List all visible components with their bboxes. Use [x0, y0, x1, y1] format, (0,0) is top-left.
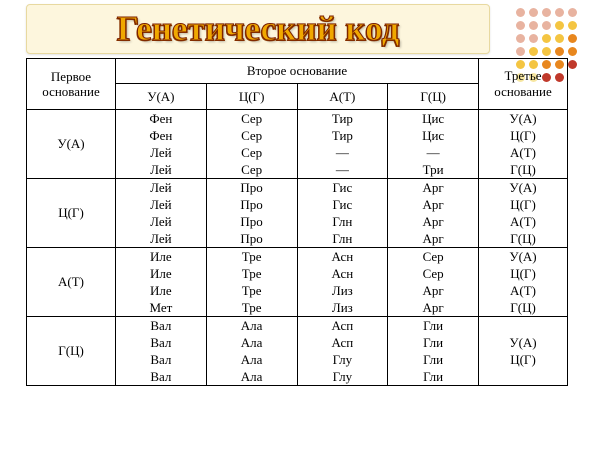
third-base-value: Ц(Г) — [510, 197, 536, 212]
amino-acid: Арг — [422, 300, 444, 315]
amino-acid: Гли — [423, 369, 444, 384]
amino-acid: Вал — [150, 318, 172, 333]
amino-acid: Тре — [241, 283, 262, 298]
amino-acid: Сер — [241, 145, 263, 160]
third-base-value: Ц(Г) — [510, 266, 536, 281]
decorative-dot — [516, 34, 525, 43]
amino-acid: Про — [240, 197, 263, 212]
codon-cell — [116, 317, 207, 386]
amino-acid: Вал — [150, 352, 172, 367]
codon-cell — [388, 110, 479, 179]
codon-cell — [388, 179, 479, 248]
third-base-value: А(Т) — [510, 145, 536, 160]
decorative-dot — [568, 34, 577, 43]
amino-acid: Тре — [241, 266, 262, 281]
decorative-dot — [555, 21, 564, 30]
amino-acid: Иле — [150, 266, 172, 281]
amino-acid: Лей — [150, 180, 172, 195]
decorative-dot — [555, 34, 564, 43]
decorative-dot — [555, 8, 564, 17]
amino-acid: Ала — [240, 318, 263, 333]
amino-acid: Фен — [149, 111, 173, 126]
table-row — [27, 248, 568, 317]
third-base-cell — [479, 110, 568, 179]
amino-acid: Гли — [423, 335, 444, 350]
amino-acid: Лей — [150, 145, 172, 160]
decorative-dot — [542, 34, 551, 43]
third-base-value: У(А) — [509, 249, 537, 264]
decorative-dot — [516, 8, 525, 17]
codon-cell — [388, 248, 479, 317]
third-base-cell — [479, 317, 568, 386]
codon-cell — [297, 317, 388, 386]
amino-acid: Гли — [423, 318, 444, 333]
amino-acid: Цис — [422, 111, 445, 126]
third-base-value: У(А) — [509, 180, 537, 195]
page-title: Генетический код — [116, 9, 400, 48]
amino-acid: Ала — [240, 352, 263, 367]
amino-acid: Иле — [150, 249, 172, 264]
amino-acid: Асп — [331, 335, 354, 350]
third-base-value: Ц(Г) — [510, 352, 536, 367]
decorative-dot — [542, 21, 551, 30]
third-base-value: У(А) — [509, 335, 537, 350]
amino-acid: Гис — [332, 180, 353, 195]
amino-acid: Лей — [150, 162, 172, 177]
amino-acid: Сер — [241, 162, 263, 177]
amino-acid: Мет — [149, 300, 173, 315]
amino-acid: Ала — [240, 369, 263, 384]
amino-acid: Глн — [332, 214, 353, 229]
header-third-base-line1: Третье — [504, 68, 542, 83]
amino-acid: Вал — [150, 369, 172, 384]
header-first-base-line2: основание — [42, 84, 100, 99]
codon-cell — [206, 179, 297, 248]
decorative-dot — [516, 21, 525, 30]
row-label-3: Г(Ц) — [27, 317, 116, 386]
col-header-g: Г(Ц) — [388, 84, 479, 110]
amino-acid: Лей — [150, 214, 172, 229]
header-second-base: Второе основание — [116, 59, 479, 84]
third-base-value: Г(Ц) — [510, 231, 536, 246]
amino-acid: Лиз — [331, 283, 353, 298]
third-base-value: Ц(Г) — [510, 128, 536, 143]
codon-cell — [116, 179, 207, 248]
amino-acid: Глу — [332, 369, 353, 384]
decorative-dot — [568, 60, 577, 69]
amino-acid: Три — [422, 162, 444, 177]
decorative-dot — [542, 47, 551, 56]
amino-acid: — — [335, 145, 349, 160]
decorative-dot — [568, 47, 577, 56]
amino-acid: Арг — [422, 214, 444, 229]
header-third-base-line2: основание — [494, 84, 552, 99]
decorative-dot — [568, 21, 577, 30]
codon-cell — [297, 110, 388, 179]
codon-cell — [388, 317, 479, 386]
table-body — [27, 110, 568, 386]
row-label-1: Ц(Г) — [27, 179, 116, 248]
amino-acid: Тре — [241, 249, 262, 264]
codon-cell — [297, 179, 388, 248]
col-header-c: Ц(Г) — [206, 84, 297, 110]
amino-acid: Фен — [149, 128, 173, 143]
amino-acid: Глу — [332, 352, 353, 367]
amino-acid: Сер — [241, 111, 263, 126]
amino-acid: Арг — [422, 283, 444, 298]
header-third-base — [479, 59, 568, 110]
amino-acid: Про — [240, 231, 263, 246]
codon-cell — [206, 110, 297, 179]
table-header-row — [27, 59, 568, 84]
codon-cell — [297, 248, 388, 317]
amino-acid: Тир — [331, 111, 353, 126]
amino-acid: Тир — [331, 128, 353, 143]
table-row — [27, 179, 568, 248]
amino-acid: Иле — [150, 283, 172, 298]
amino-acid: — — [335, 162, 349, 177]
decorative-dot — [516, 47, 525, 56]
table-row — [27, 110, 568, 179]
amino-acid: Про — [240, 180, 263, 195]
third-base-value: Г(Ц) — [510, 162, 536, 177]
decorative-dot — [529, 21, 538, 30]
decorative-dot — [568, 8, 577, 17]
amino-acid: Сер — [241, 128, 263, 143]
amino-acid: Лей — [150, 231, 172, 246]
title-panel — [26, 4, 490, 54]
genetic-code-table — [26, 58, 568, 386]
amino-acid: Асн — [331, 266, 354, 281]
amino-acid: Вал — [150, 335, 172, 350]
amino-acid: Арг — [422, 180, 444, 195]
decorative-dot — [529, 47, 538, 56]
row-label-0: У(А) — [27, 110, 116, 179]
decorative-dot — [542, 8, 551, 17]
col-header-u: У(А) — [116, 84, 207, 110]
third-base-value: У(А) — [509, 111, 537, 126]
header-first-base — [27, 59, 116, 110]
amino-acid: Ала — [240, 335, 263, 350]
row-label-2: А(Т) — [27, 248, 116, 317]
amino-acid: Арг — [422, 231, 444, 246]
amino-acid: Асн — [331, 249, 354, 264]
table-row — [27, 317, 568, 386]
col-header-a: А(Т) — [297, 84, 388, 110]
amino-acid: Гис — [332, 197, 353, 212]
third-base-value: Г(Ц) — [510, 300, 536, 315]
codon-cell — [116, 248, 207, 317]
amino-acid: Тре — [241, 300, 262, 315]
decorative-dot — [529, 8, 538, 17]
codon-cell — [116, 110, 207, 179]
decorative-dot — [555, 47, 564, 56]
amino-acid: Сер — [422, 249, 444, 264]
amino-acid: Лей — [150, 197, 172, 212]
amino-acid: Про — [240, 214, 263, 229]
amino-acid: Глн — [332, 231, 353, 246]
amino-acid: Гли — [423, 352, 444, 367]
header-first-base-line1: Первое — [50, 69, 92, 84]
amino-acid: Асп — [331, 318, 354, 333]
amino-acid: Сер — [422, 266, 444, 281]
codon-cell — [206, 317, 297, 386]
third-base-cell — [479, 248, 568, 317]
third-base-cell — [479, 179, 568, 248]
amino-acid: Лиз — [331, 300, 353, 315]
codon-cell — [206, 248, 297, 317]
amino-acid: Арг — [422, 197, 444, 212]
amino-acid: — — [426, 145, 440, 160]
third-base-value: А(Т) — [510, 283, 536, 298]
amino-acid: Цис — [422, 128, 445, 143]
decorative-dot — [529, 34, 538, 43]
third-base-value: А(Т) — [510, 214, 536, 229]
